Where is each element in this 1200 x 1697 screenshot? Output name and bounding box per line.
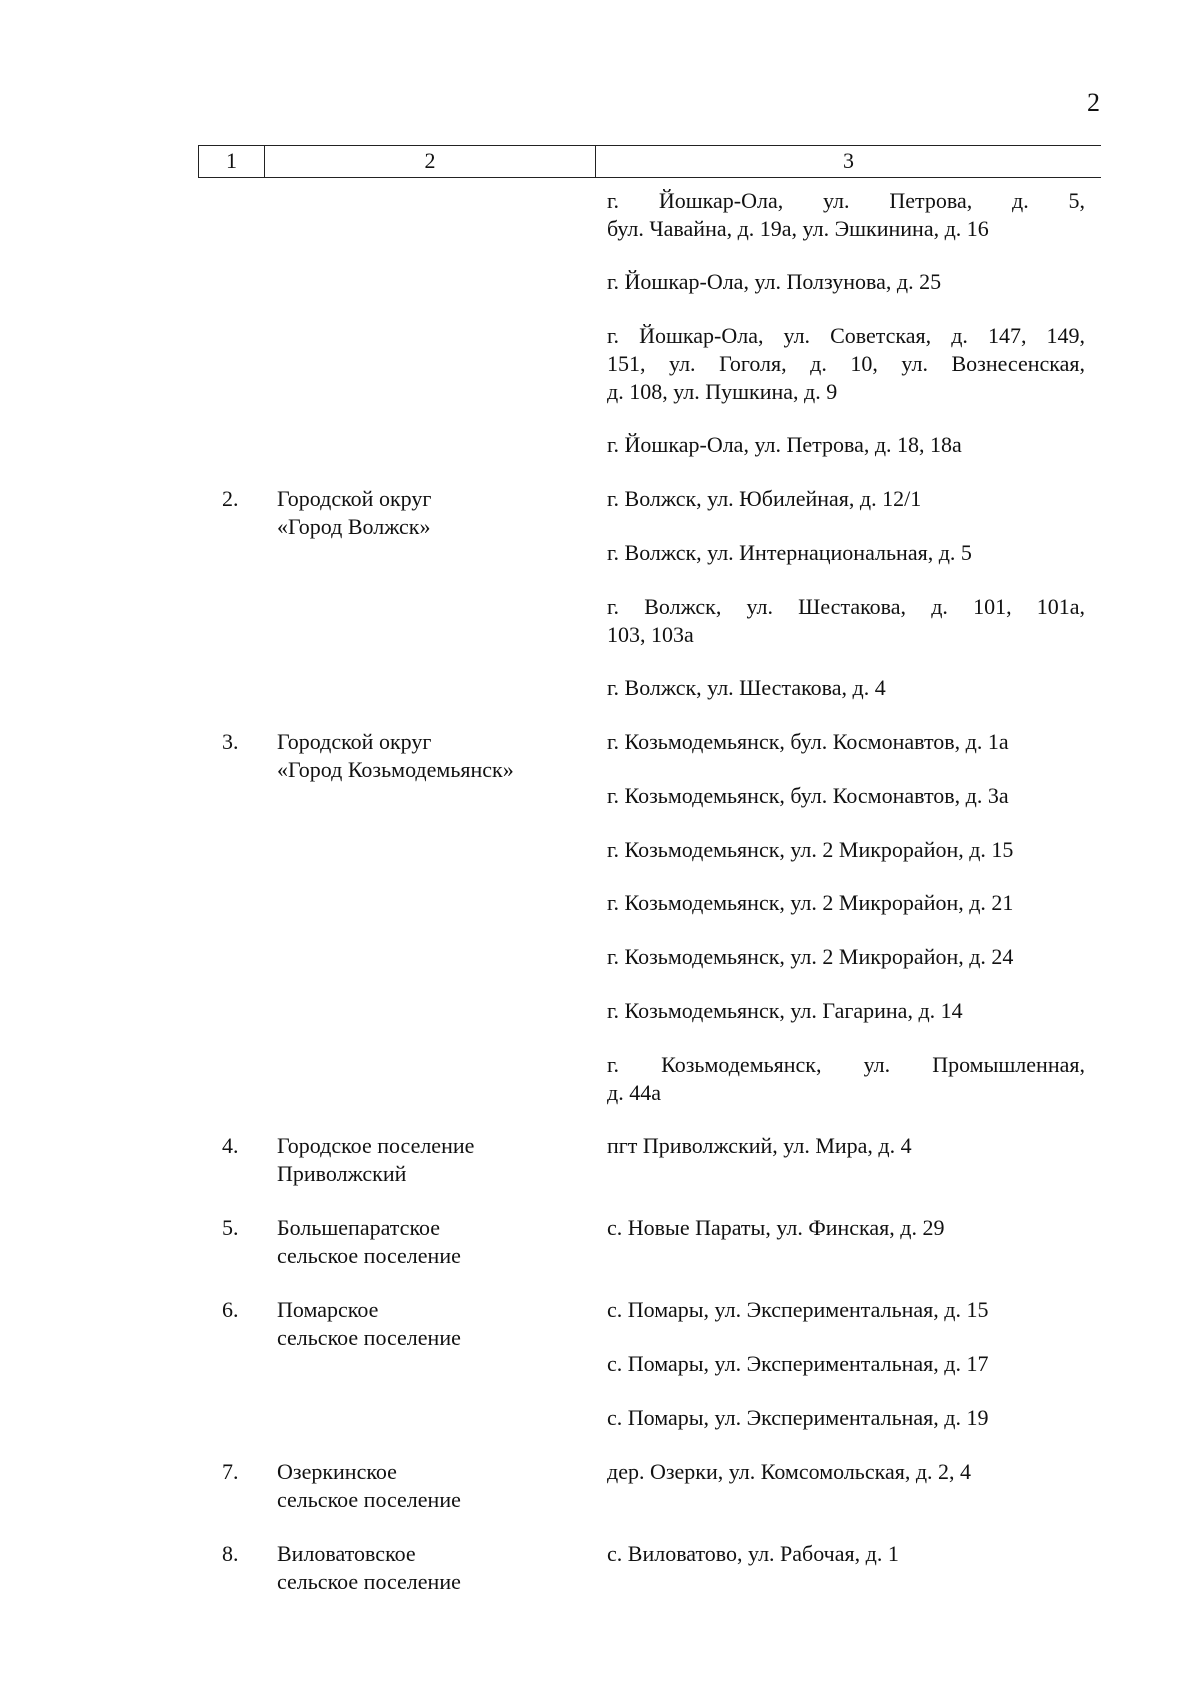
municipality-name: Озеркинское (277, 1459, 397, 1484)
address-line: г. Йошкар-Ола, ул. Петрова, д. 18, 18а (607, 432, 962, 457)
column-header-2: 2 (265, 146, 596, 177)
address-line: пгт Приволжский, ул. Мира, д. 4 (607, 1133, 912, 1158)
address-line: г. Йошкар-Ола, ул. Ползунова, д. 25 (607, 269, 942, 294)
address-line: с. Виловатово, ул. Рабочая, д. 1 (607, 1541, 899, 1566)
row-number: 5. (222, 1215, 239, 1240)
municipality-name: «Город Волжск» (277, 514, 431, 539)
municipality-name: Приволжский (277, 1161, 407, 1186)
table-header-row (198, 145, 1101, 178)
address-line: г. Козьмодемьянск, ул. Промышленная, (607, 1052, 1085, 1077)
address-line: 151, ул. Гоголя, д. 10, ул. Вознесенская, (607, 351, 1085, 376)
municipality-name: Помарское (277, 1297, 379, 1322)
address-line: 103, 103а (607, 622, 694, 647)
municipality-name: Городское поселение (277, 1133, 475, 1158)
row-number: 2. (222, 486, 239, 511)
row-number: 7. (222, 1459, 239, 1484)
municipality-name: Городской округ (277, 729, 432, 754)
page-number: 2 (1087, 88, 1100, 117)
row-number: 8. (222, 1541, 239, 1566)
address-line: г. Волжск, ул. Шестакова, д. 101, 101а, (607, 594, 1085, 619)
address-line: г. Козьмодемьянск, бул. Космонавтов, д. 1а (607, 729, 1009, 754)
municipality-name: сельское поселение (277, 1325, 461, 1350)
address-line: д. 108, ул. Пушкина, д. 9 (607, 379, 838, 404)
address-line: г. Волжск, ул. Шестакова, д. 4 (607, 675, 886, 700)
address-line: с. Помары, ул. Экспериментальная, д. 17 (607, 1351, 989, 1376)
address-line: с. Помары, ул. Экспериментальная, д. 19 (607, 1405, 989, 1430)
municipality-name: сельское поселение (277, 1487, 461, 1512)
column-header-3: 3 (843, 148, 854, 173)
row-number: 3. (222, 729, 239, 754)
address-line: г. Козьмодемьянск, ул. 2 Микрорайон, д. 15 (607, 837, 1014, 862)
municipality-name: сельское поселение (277, 1243, 461, 1268)
address-line: г. Йошкар-Ола, ул. Советская, д. 147, 149, (607, 323, 1085, 348)
address-line: бул. Чавайна, д. 19а, ул. Эшкинина, д. 16 (607, 216, 989, 241)
address-line: г. Козьмодемьянск, ул. Гагарина, д. 14 (607, 998, 963, 1023)
municipality-name: Городской округ (277, 486, 432, 511)
address-line: д. 44а (607, 1080, 661, 1105)
address-line: г. Козьмодемьянск, ул. 2 Микрорайон, д. 21 (607, 890, 1014, 915)
municipality-name: сельское поселение (277, 1569, 461, 1594)
address-line: с. Помары, ул. Экспериментальная, д. 15 (607, 1297, 989, 1322)
municipality-name: Большепаратское (277, 1215, 441, 1240)
row-number: 6. (222, 1297, 239, 1322)
municipality-name: Виловатовское (277, 1541, 416, 1566)
address-line: г. Козьмодемьянск, бул. Космонавтов, д. 3а (607, 783, 1009, 808)
address-line: с. Новые Параты, ул. Финская, д. 29 (607, 1215, 945, 1240)
column-header-1: 1 (198, 146, 265, 177)
address-line: дер. Озерки, ул. Комсомольская, д. 2, 4 (607, 1459, 972, 1484)
address-line: г. Волжск, ул. Интернациональная, д. 5 (607, 540, 972, 565)
row-number: 4. (222, 1133, 239, 1158)
address-line: г. Йошкар-Ола, ул. Петрова, д. 5, (607, 188, 1085, 213)
address-line: г. Козьмодемьянск, ул. 2 Микрорайон, д. 24 (607, 944, 1014, 969)
address-line: г. Волжск, ул. Юбилейная, д. 12/1 (607, 486, 922, 511)
municipality-name: «Город Козьмодемьянск» (277, 757, 514, 782)
